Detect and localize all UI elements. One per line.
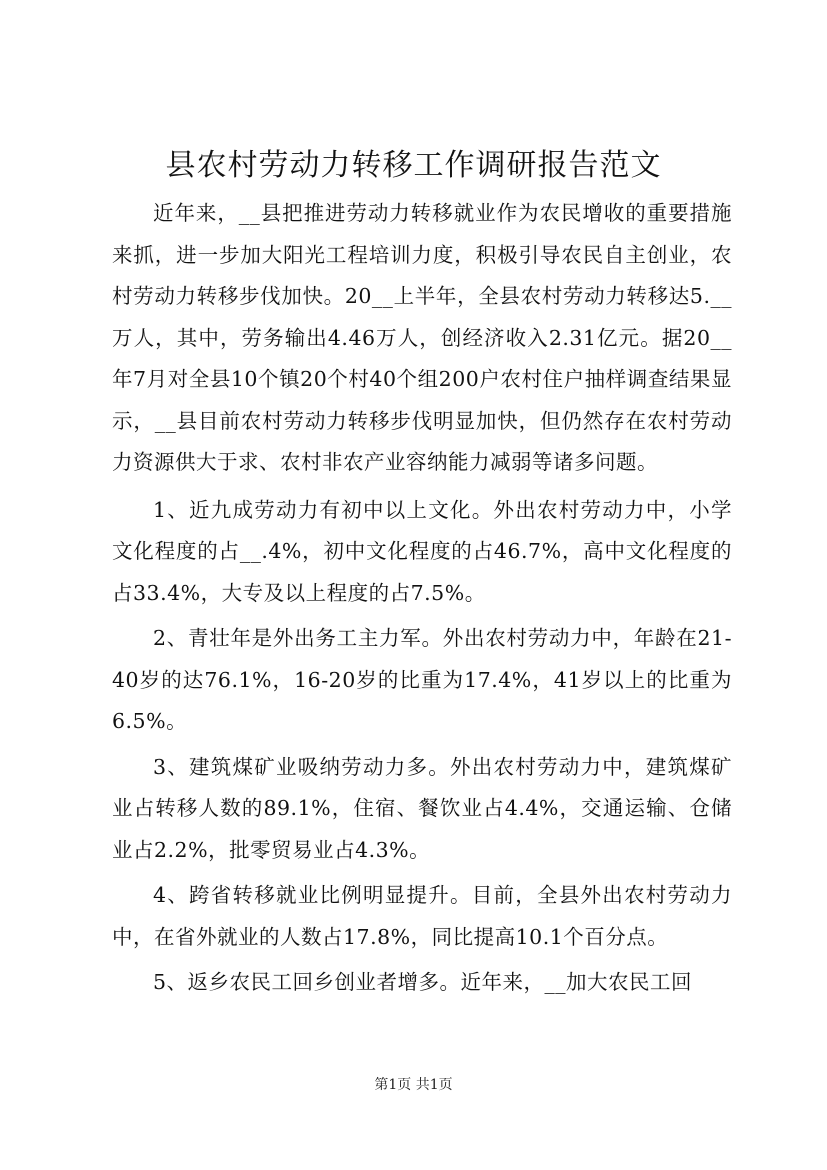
point-2-paragraph: 2、青壮年是外出务工主力军。外出农村劳动力中，年龄在21-40岁的达76.1%，16-20岁的比重为17.4%，41岁以上的比重为6.5%。	[112, 626, 732, 733]
document-body	[112, 193, 732, 1008]
point-5-paragraph: 5、返乡农民工回乡创业者增多。近年来，__加大农民工回	[153, 970, 693, 994]
intro-paragraph: 近年来，__县把推进劳动力转移就业作为农民增收的重要措施来抓，进一步加大阳光工程培训力度，积极引导农民自主创业，农村劳动力转移步伐加快。20__上半年，全县农村劳动力转移达5.__万人，其中，劳务输出4.46万人，创经济收入2.31亿元。据20__年7月对全县10个镇20个村40个组200户农村住户抽样调查结果显示，__县目前农村劳动力转移步伐明显加快，但仍然存在农村劳动力资源供大于求、农村非农产业容纳能力减弱等诸多问题。	[112, 201, 732, 474]
document-title: 县农村劳动力转移工作调研报告范文	[165, 148, 662, 183]
point-1-paragraph: 1、近九成劳动力有初中以上文化。外出农村劳动力中，小学文化程度的占__.4%，初中文化程度的占46.7%，高中文化程度的占33.4%，大专及以上程度的占7.5%。	[112, 497, 732, 605]
point-4-paragraph: 4、跨省转移就业比例明显提升。目前，全县外出农村劳动力中，在省外就业的人数占17.8%，同比提高10.1个百分点。	[112, 883, 732, 949]
page-number-footer: 第1页 共1页	[374, 1077, 453, 1093]
point-3-paragraph: 3、建筑煤矿业吸纳劳动力多。外出农村劳动力中，建筑煤矿业占转移人数的89.1%，住宿、餐饮业占4.4%，交通运输、仓储业占2.2%，批零贸易业占4.3%。	[112, 754, 732, 862]
